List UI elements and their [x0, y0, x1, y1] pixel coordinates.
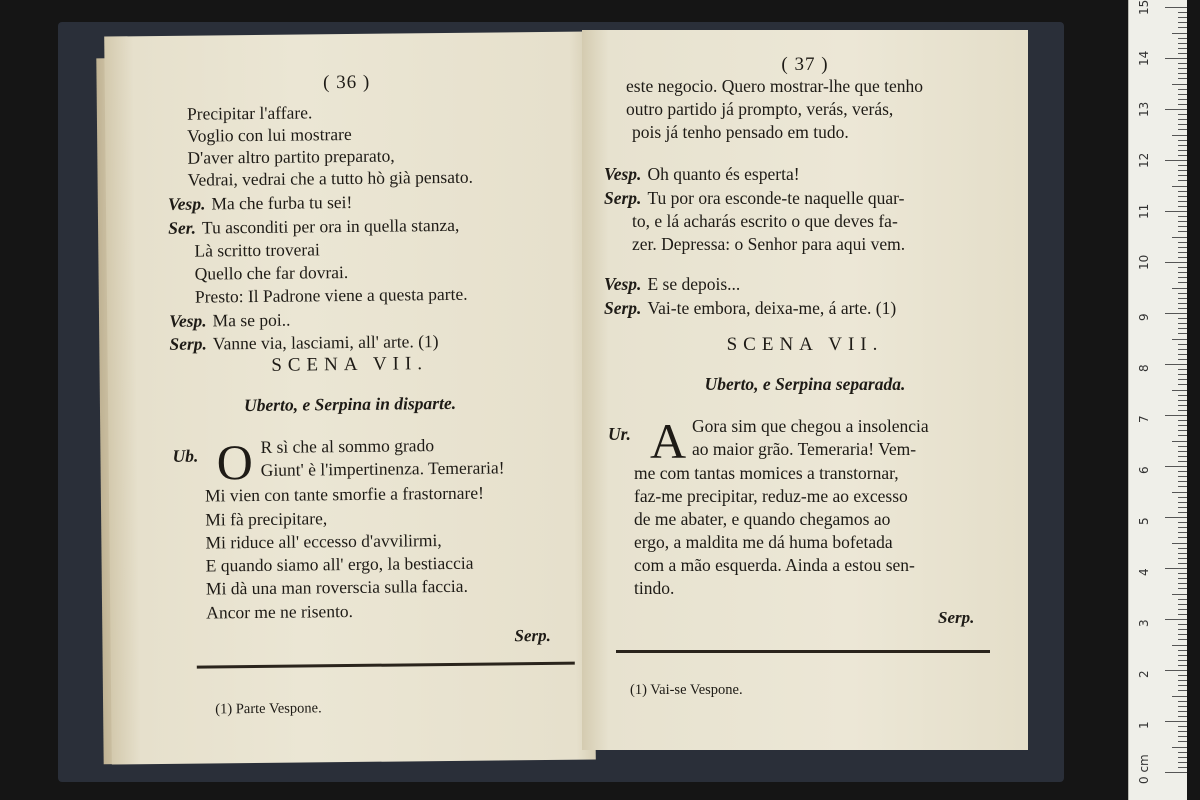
text-line [169, 333, 438, 353]
ruler-tick [1178, 303, 1187, 304]
ruler-unit-label: 0 cm [1137, 754, 1151, 784]
ruler-tick [1178, 145, 1187, 146]
ruler-tick [1178, 476, 1187, 477]
ruler-tick [1178, 405, 1187, 406]
ruler-tick [1178, 701, 1187, 702]
ruler-tick [1178, 379, 1187, 380]
text-line [604, 276, 740, 294]
ruler-tick [1172, 135, 1187, 136]
dialogue-line: faz-me precipitar, reduz-me ao excesso [634, 486, 908, 506]
ruler-tick [1178, 38, 1187, 39]
ruler-tick [1178, 736, 1187, 737]
ruler-tick [1178, 369, 1187, 370]
ruler-tick [1178, 639, 1187, 640]
ruler-number: 8 [1137, 364, 1151, 372]
ruler-tick [1178, 104, 1187, 105]
ruler-number: 15 [1137, 0, 1151, 15]
scene-title: SCENA VII. [271, 353, 429, 376]
ruler-tick [1178, 502, 1187, 503]
ruler-tick [1165, 313, 1187, 314]
line-text: E se depois... [647, 274, 741, 294]
ruler-tick [1165, 109, 1187, 110]
ruler-tick [1178, 609, 1187, 610]
ruler-tick [1178, 655, 1187, 656]
ruler-number: 5 [1137, 517, 1151, 525]
footnote-rule [197, 662, 575, 669]
ruler-tick [1178, 48, 1187, 49]
ruler-number: 12 [1137, 152, 1151, 168]
ruler-tick [1178, 583, 1187, 584]
ruler-tick [1178, 553, 1187, 554]
ruler-tick [1172, 747, 1187, 748]
ruler-tick [1178, 762, 1187, 763]
ruler-tick [1178, 731, 1187, 732]
ruler-tick [1178, 99, 1187, 100]
ruler-tick [1178, 614, 1187, 615]
ruler-tick [1178, 206, 1187, 207]
ruler-tick [1178, 446, 1187, 447]
drop-cap: A [650, 413, 687, 469]
ruler-tick [1165, 7, 1187, 8]
line-text: Vanne via, lasciami, all' arte. (1) [212, 331, 439, 354]
left-page [104, 31, 596, 764]
ruler-tick [1178, 359, 1187, 360]
ruler-tick [1178, 522, 1187, 523]
line-text: Tu asconditi per ora in quella stanza, [201, 214, 460, 238]
ruler-tick [1165, 415, 1187, 416]
dialogue-line: Ancor me ne risento. [206, 600, 354, 623]
text-line [169, 309, 291, 331]
dialogue-line: me com tantas momices a transtornar, [634, 463, 899, 483]
line-text: Quello che far dovrai. [194, 262, 349, 284]
ruler-tick [1172, 84, 1187, 85]
ruler-tick [1178, 599, 1187, 600]
ruler-tick [1178, 410, 1187, 411]
ruler-tick [1178, 43, 1187, 44]
ruler-tick [1178, 318, 1187, 319]
ruler-tick [1178, 94, 1187, 95]
ruler-tick [1178, 201, 1187, 202]
ruler-tick [1178, 272, 1187, 273]
ruler-tick [1178, 456, 1187, 457]
ruler-tick [1178, 481, 1187, 482]
text-line [189, 264, 349, 283]
ruler-number: 3 [1137, 619, 1151, 627]
ruler-tick [1178, 252, 1187, 253]
ruler-tick [1178, 537, 1187, 538]
ruler-tick [1178, 68, 1187, 69]
ruler-tick [1172, 237, 1187, 238]
ruler-tick [1178, 63, 1187, 64]
ruler-tick [1178, 435, 1187, 436]
dialogue-line: ergo, a maldita me dá huma bofetada [634, 532, 893, 552]
ruler-number: 11 [1137, 203, 1151, 219]
line-text: Là scritto troverai [194, 239, 320, 261]
text-line [604, 166, 800, 184]
ruler-tick [1178, 333, 1187, 334]
dialogue-line: Mi fà precipitare, [205, 508, 328, 530]
ruler-tick [1178, 323, 1187, 324]
scene-title: SCENA VII. [726, 334, 884, 355]
text-line [620, 78, 923, 96]
ruler-tick [1172, 645, 1187, 646]
line-text: zer. Depressa: o Senhor para aqui vem. [632, 234, 906, 254]
ruler-tick [1178, 497, 1187, 498]
ruler-tick [1178, 548, 1187, 549]
line-text: Precipitar l'affare. [186, 102, 313, 124]
ruler-tick [1178, 73, 1187, 74]
ruler-tick [1178, 573, 1187, 574]
line-text: outro partido já prompto, verás, verás, [626, 99, 894, 119]
text-line [604, 190, 904, 208]
speaker-label: Vesp. [169, 310, 207, 331]
ruler-tick [1178, 277, 1187, 278]
dialogue-line: de me abater, e quando chegamos ao [634, 509, 891, 529]
text-line [181, 123, 352, 146]
ruler-tick [1178, 451, 1187, 452]
ruler-tick [1178, 690, 1187, 691]
ruler-tick [1165, 772, 1187, 773]
page-number: ( 36 ) [323, 71, 371, 94]
ruler-tick [1178, 629, 1187, 630]
ruler-tick [1172, 33, 1187, 34]
ruler-tick [1165, 466, 1187, 467]
ruler-tick [1178, 471, 1187, 472]
ruler-tick [1178, 27, 1187, 28]
ruler-tick [1178, 196, 1187, 197]
dialogue-line: ao maior grão. Temeraria! Vem- [692, 439, 917, 459]
ruler-number: 9 [1137, 313, 1151, 321]
ruler-tick [1178, 150, 1187, 151]
ruler-tick [1172, 186, 1187, 187]
ruler-tick [1178, 216, 1187, 217]
speaker-label: Ser. [168, 217, 197, 238]
line-text: Tu por ora esconde-te naquelle quar- [647, 188, 905, 208]
ruler-tick [1178, 267, 1187, 268]
ruler-tick [1172, 543, 1187, 544]
dialogue-line: Mi riduce all' eccesso d'avvilirmi, [205, 530, 442, 553]
speaker-label: Serp. [604, 298, 642, 318]
ruler-tick [1165, 58, 1187, 59]
text-line [167, 191, 353, 214]
ruler-tick [1178, 247, 1187, 248]
catchword: Serp. [514, 625, 551, 646]
text-line [626, 236, 905, 254]
line-text: este negocio. Quero mostrar-lhe que tenho [626, 76, 924, 96]
ruler-tick [1165, 670, 1187, 671]
ruler-number: 1 [1137, 721, 1151, 729]
line-text: Presto: Il Padrone viene a questa parte. [194, 283, 468, 307]
ruler-tick [1178, 175, 1187, 176]
ruler-tick [1178, 461, 1187, 462]
ruler-tick [1165, 517, 1187, 518]
ruler-tick [1178, 578, 1187, 579]
ruler-tick [1178, 308, 1187, 309]
ruler-tick [1178, 752, 1187, 753]
ruler-tick [1178, 349, 1187, 350]
ruler-number: 4 [1137, 568, 1151, 576]
ruler-tick [1178, 430, 1187, 431]
footnote: (1) Vai-se Vespone. [630, 682, 743, 698]
ruler-tick [1178, 354, 1187, 355]
ruler-tick [1178, 114, 1187, 115]
ruler-tick [1178, 53, 1187, 54]
ruler-number: 6 [1137, 466, 1151, 474]
ruler-tick [1178, 221, 1187, 222]
dialogue-line: tindo. [634, 578, 675, 598]
ruler-tick [1178, 124, 1187, 125]
ruler-tick [1178, 293, 1187, 294]
ruler-tick [1178, 588, 1187, 589]
ruler-tick [1172, 339, 1187, 340]
dialogue-line: com a mão esquerda. Ainda a estou sen- [634, 555, 915, 575]
drop-cap: O [216, 434, 254, 491]
ruler-tick [1178, 328, 1187, 329]
ruler-tick [1172, 441, 1187, 442]
ruler-tick [1178, 675, 1187, 676]
speaker-label: Vesp. [604, 274, 642, 294]
ruler-number: 2 [1137, 670, 1151, 678]
text-line [181, 145, 395, 168]
ruler-tick [1165, 160, 1187, 161]
ruler-number: 13 [1137, 101, 1151, 117]
line-text: D'aver altro partito preparato, [187, 145, 395, 168]
catchword: Serp. [938, 608, 975, 627]
ruler-tick [1178, 706, 1187, 707]
ruler-tick [1178, 420, 1187, 421]
ruler-tick [1172, 696, 1187, 697]
text-line [620, 101, 893, 119]
line-text: Voglio con lui mostrare [187, 123, 352, 146]
footnote: (1) Parte Vespone. [215, 700, 322, 718]
ruler-tick [1178, 17, 1187, 18]
line-text: Ma che furba tu sei! [211, 191, 353, 214]
ruler-tick [1178, 400, 1187, 401]
ruler-tick [1178, 231, 1187, 232]
ruler-tick [1178, 155, 1187, 156]
ruler-tick [1178, 180, 1187, 181]
ruler-tick [1178, 165, 1187, 166]
ruler-tick [1178, 767, 1187, 768]
dialogue-line: Mi dà una man roverscia sulla faccia. [205, 575, 468, 599]
ruler-tick [1178, 486, 1187, 487]
ruler-tick [1165, 211, 1187, 212]
ruler-tick [1178, 680, 1187, 681]
line-text: to, e lá acharás escrito o que deves fa- [632, 211, 898, 231]
ruler-tick [1178, 726, 1187, 727]
ruler-tick [1178, 257, 1187, 258]
speaker-label: Ur. [608, 424, 631, 444]
ruler-tick [1178, 685, 1187, 686]
text-line [604, 300, 896, 318]
ruler-tick [1178, 119, 1187, 120]
text-line [181, 104, 312, 123]
ruler-tick [1178, 242, 1187, 243]
scene-subtitle: Uberto, e Serpina in disparte. [243, 392, 457, 416]
ruler-tick [1178, 344, 1187, 345]
ruler-tick [1178, 650, 1187, 651]
ruler-tick [1178, 634, 1187, 635]
ruler-tick [1178, 711, 1187, 712]
ruler-tick [1178, 757, 1187, 758]
dialogue-line: Giunt' è l'impertinenza. Temeraria! [260, 457, 505, 480]
ruler-tick [1178, 558, 1187, 559]
footnote-rule [616, 650, 990, 653]
ruler-tick [1178, 22, 1187, 23]
dialogue-line: Gora sim que chegou a insolencia [692, 416, 929, 436]
page-number: ( 37 ) [781, 54, 829, 75]
line-text: Oh quanto és esperta! [647, 164, 800, 184]
ruler-tick [1178, 298, 1187, 299]
ruler-tick [1178, 660, 1187, 661]
text-line [626, 124, 849, 142]
ruler-tick [1165, 568, 1187, 569]
dialogue-line: Mi vien con tante smorfie a frastornare! [204, 482, 485, 506]
speaker-label: Serp. [169, 333, 207, 354]
ruler-tick [1178, 604, 1187, 605]
dialogue-line: E quando siamo all' ergo, la bestiaccia [205, 552, 474, 576]
line-text: pois já tenho pensado em tudo. [632, 122, 849, 142]
text-line [182, 166, 474, 190]
ruler-tick [1178, 395, 1187, 396]
ruler-tick [1178, 384, 1187, 385]
ruler-tick [1172, 288, 1187, 289]
line-text: Ma se poi.. [212, 309, 291, 331]
dialogue-speaker [172, 445, 205, 466]
ruler-tick [1178, 12, 1187, 13]
right-page [582, 30, 1028, 750]
speaker-label: Serp. [604, 188, 642, 208]
ruler-tick [1178, 741, 1187, 742]
ruler-tick [1178, 563, 1187, 564]
ruler-tick [1178, 226, 1187, 227]
ruler-tick [1178, 374, 1187, 375]
ruler-number: 7 [1137, 415, 1151, 423]
ruler-tick [1165, 364, 1187, 365]
ruler-tick [1178, 170, 1187, 171]
ruler-tick [1178, 716, 1187, 717]
ruler-tick [1172, 594, 1187, 595]
ruler-tick [1178, 129, 1187, 130]
speaker-label: Vesp. [167, 193, 206, 214]
dialogue-speaker [608, 426, 637, 444]
ruler-tick [1165, 619, 1187, 620]
ruler-number: 10 [1137, 254, 1151, 270]
text-line [189, 283, 468, 307]
text-line [168, 214, 460, 238]
ruler-tick [1178, 665, 1187, 666]
ruler-tick [1178, 425, 1187, 426]
measuring-ruler [1128, 0, 1187, 800]
ruler-tick [1178, 624, 1187, 625]
ruler-tick [1178, 507, 1187, 508]
ruler-tick [1178, 89, 1187, 90]
scene-subtitle: Uberto, e Serpina separada. [704, 374, 906, 394]
ruler-tick [1172, 390, 1187, 391]
ruler-tick [1178, 282, 1187, 283]
speaker-label: Ub. [172, 445, 199, 466]
ruler-tick [1178, 78, 1187, 79]
line-text: Vai-te embora, deixa-me, á arte. (1) [647, 298, 897, 318]
text-line [188, 241, 320, 260]
speaker-label: Vesp. [604, 164, 642, 184]
line-text: Vedrai, vedrai che a tutto hò già pensato. [187, 166, 474, 190]
ruler-tick [1178, 140, 1187, 141]
ruler-tick [1178, 527, 1187, 528]
dialogue-line: R sì che al sommo grado [260, 435, 435, 457]
text-line [626, 213, 898, 231]
ruler-tick [1178, 191, 1187, 192]
ruler-tick [1172, 492, 1187, 493]
ruler-tick [1165, 262, 1187, 263]
ruler-tick [1178, 512, 1187, 513]
ruler-number: 14 [1137, 50, 1151, 66]
ruler-tick [1178, 532, 1187, 533]
ruler-tick [1165, 721, 1187, 722]
